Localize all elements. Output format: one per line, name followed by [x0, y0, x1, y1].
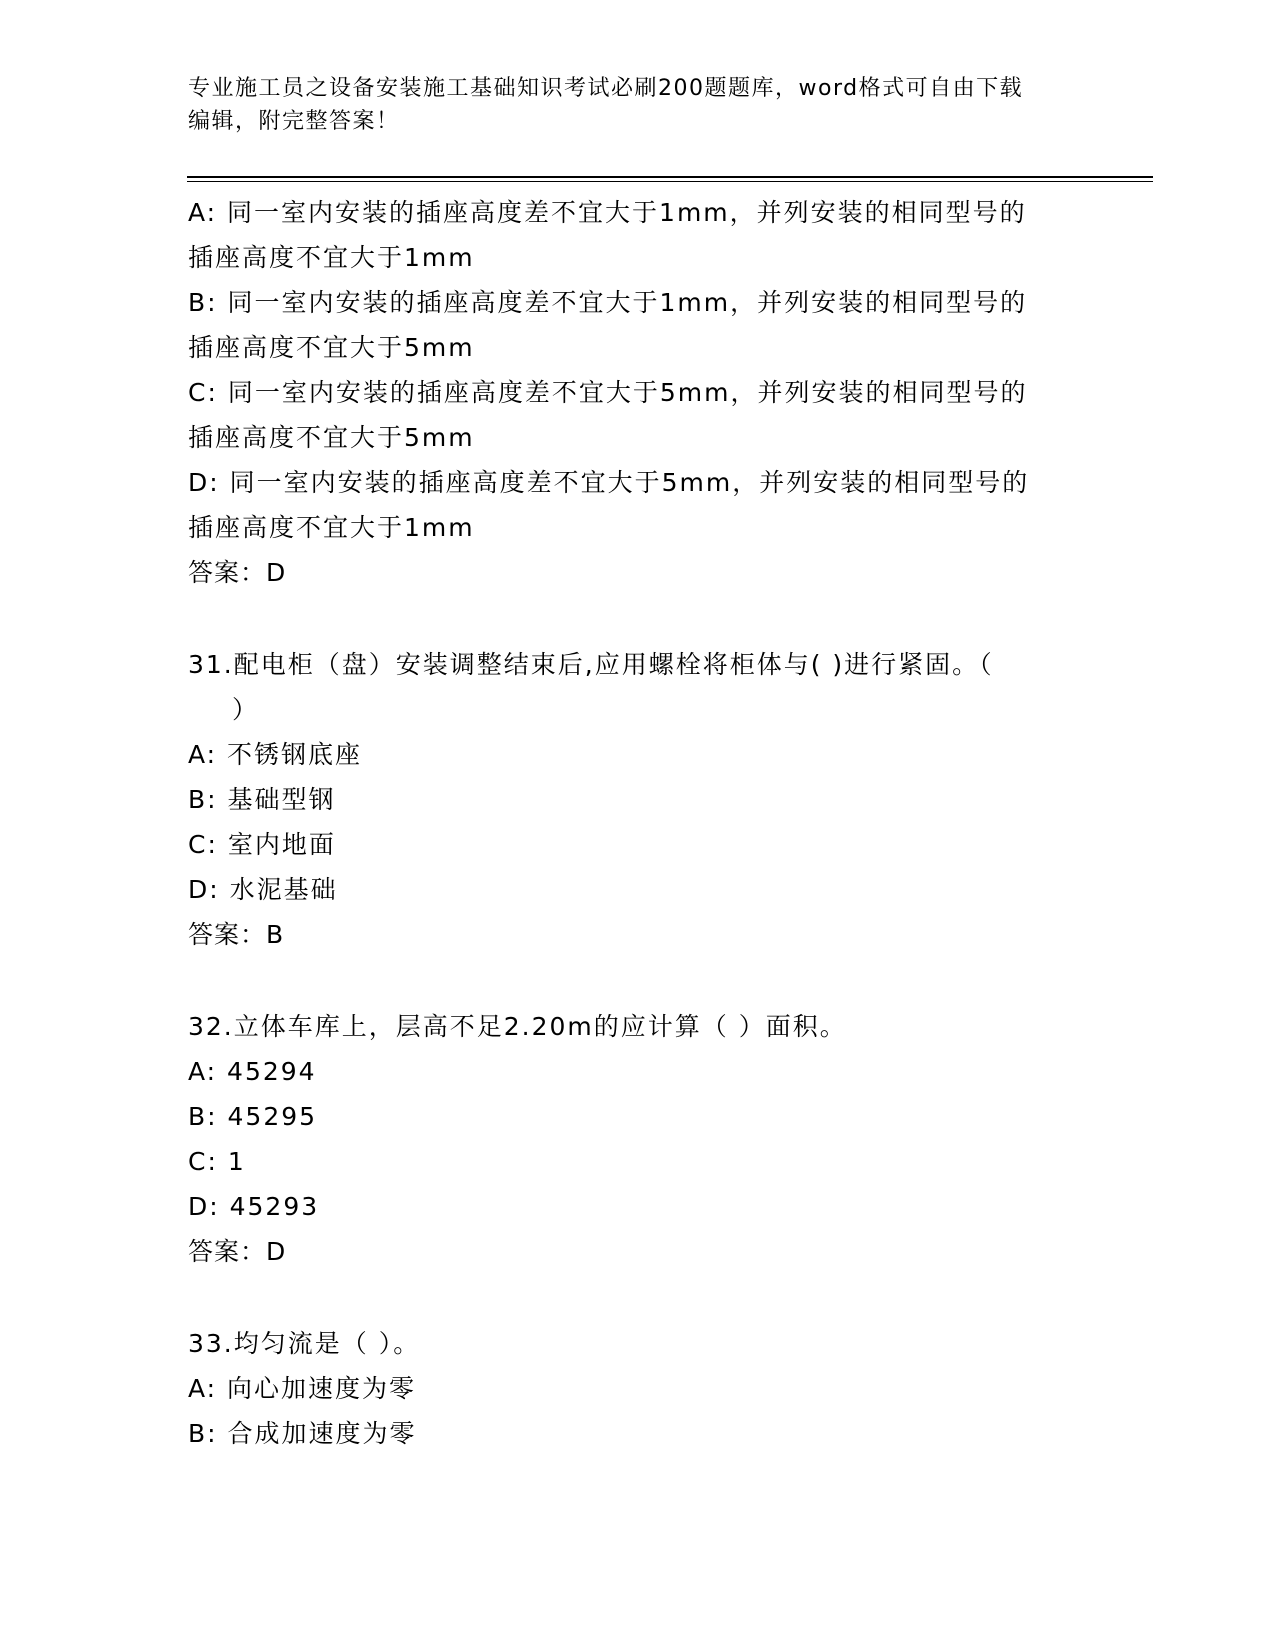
question-stem-cont: ） [232, 695, 260, 724]
answer: 答案：D [188, 1237, 287, 1266]
option-d: D: 水泥基础 [188, 875, 338, 904]
question-list [188, 190, 1068, 1456]
option-b-cont: 插座高度不宜大于5mm [188, 333, 475, 362]
option-a: A: 向心加速度为零 [188, 1374, 417, 1403]
question-31 [188, 642, 1068, 957]
option-a: A: 45294 [188, 1057, 317, 1086]
document-header [188, 72, 1068, 138]
answer: 答案：D [188, 558, 287, 587]
option-a: A: 同一室内安装的插座高度差不宜大于1mm，并列安装的相同型号的 [188, 198, 1027, 227]
option-c-cont: 插座高度不宜大于5mm [188, 423, 475, 452]
option-c: C: 1 [188, 1147, 246, 1176]
option-d-cont: 插座高度不宜大于1mm [188, 513, 475, 542]
option-a-cont: 插座高度不宜大于1mm [188, 243, 475, 272]
header-title-line2: 编辑，附完整答案！ [188, 109, 400, 134]
header-divider [187, 176, 1153, 178]
question-stem: 31.配电柜（盘）安装调整结束后,应用螺栓将柜体与( )进行紧固。（ [188, 650, 994, 679]
option-c: C: 室内地面 [188, 830, 336, 859]
option-c: C: 同一室内安装的插座高度差不宜大于5mm，并列安装的相同型号的 [188, 378, 1028, 407]
option-b: B: 同一室内安装的插座高度差不宜大于1mm，并列安装的相同型号的 [188, 288, 1028, 317]
question-stem: 33.均匀流是（ ）。 [188, 1329, 421, 1358]
header-divider-thin [187, 181, 1153, 182]
option-b: B: 合成加速度为零 [188, 1419, 417, 1448]
option-b: B: 基础型钢 [188, 785, 336, 814]
option-b: B: 45295 [188, 1102, 318, 1131]
question-33 [188, 1321, 1068, 1456]
option-d: D: 同一室内安装的插座高度差不宜大于5mm，并列安装的相同型号的 [188, 468, 1030, 497]
question-30 [188, 190, 1068, 595]
option-d: D: 45293 [188, 1192, 320, 1221]
question-32 [188, 1004, 1068, 1274]
header-title-line1: 专业施工员之设备安装施工基础知识考试必刷200题题库，word格式可自由下载 [188, 76, 1024, 101]
question-stem: 32.立体车库上，层高不足2.20m的应计算（ ）面积。 [188, 1012, 847, 1041]
answer: 答案：B [188, 920, 285, 949]
option-a: A: 不锈钢底座 [188, 740, 363, 769]
